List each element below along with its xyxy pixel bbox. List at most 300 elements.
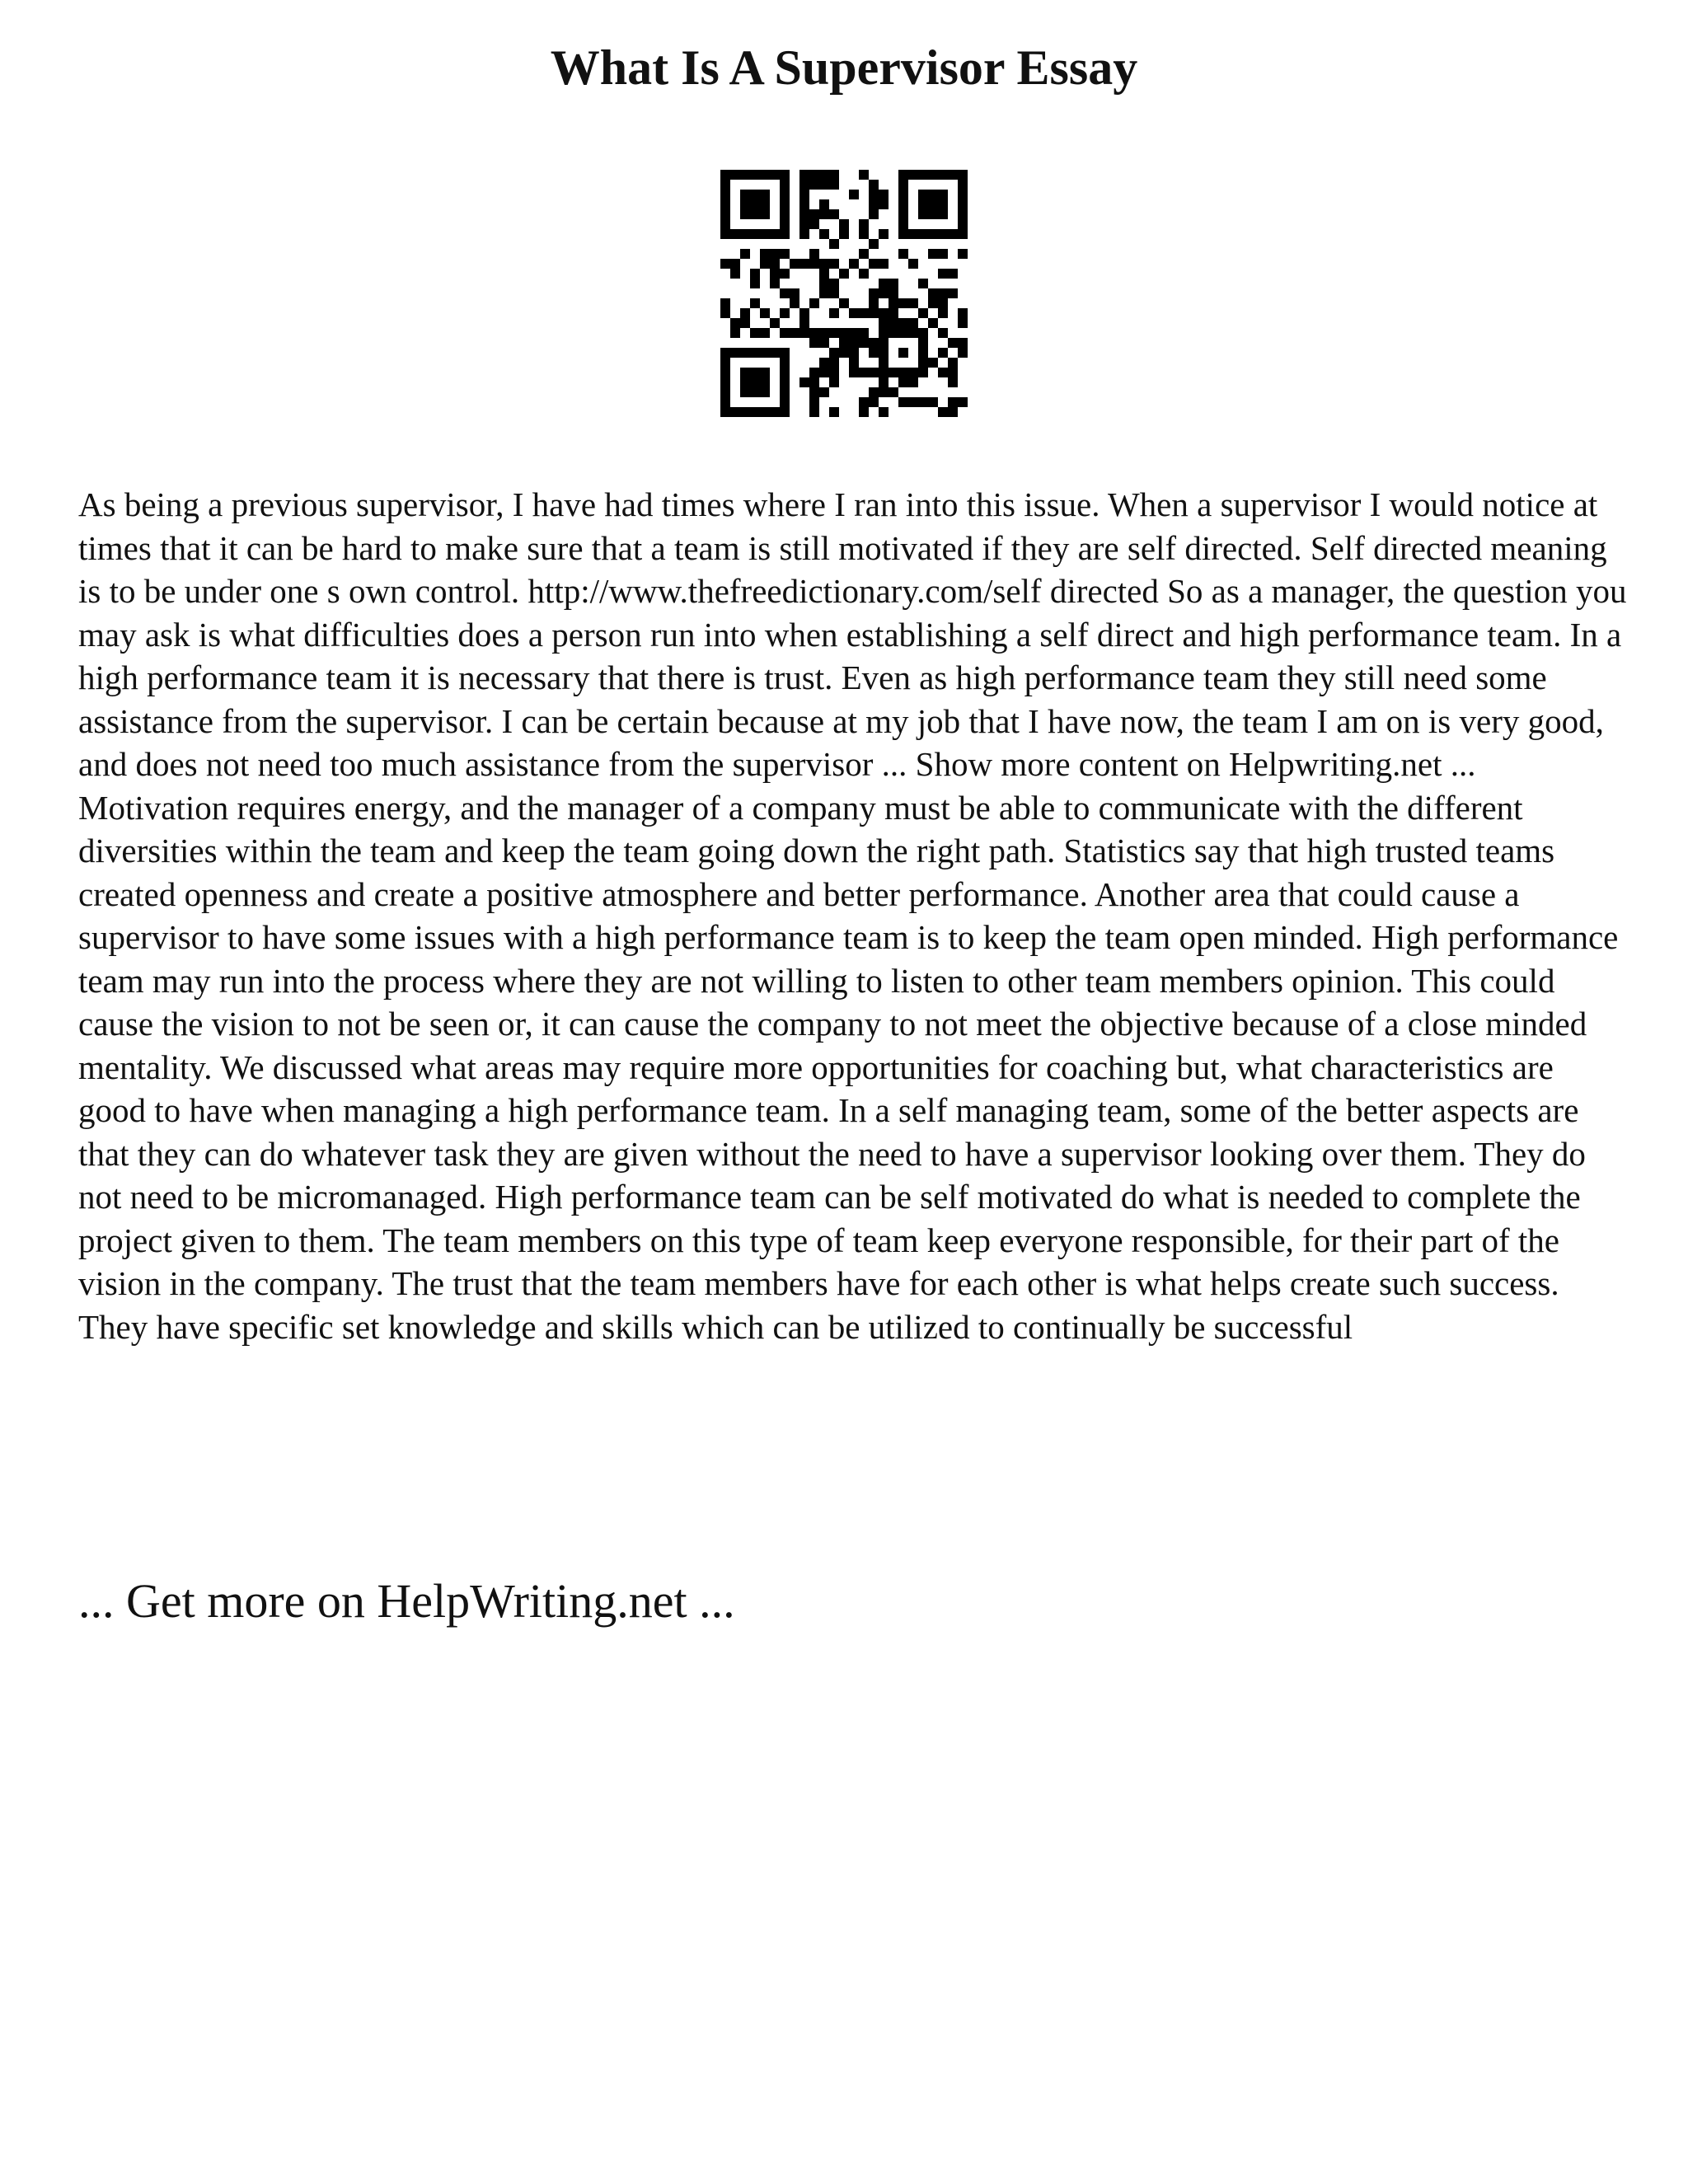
qr-module: [869, 368, 879, 377]
qr-module: [750, 348, 760, 358]
qr-module: [839, 269, 849, 279]
qr-module: [898, 377, 908, 387]
qr-module: [948, 407, 958, 417]
qr-module: [879, 348, 889, 358]
qr-module: [819, 387, 829, 397]
qr-module: [898, 397, 908, 407]
qr-module: [879, 407, 889, 417]
qr-module: [908, 397, 918, 407]
qr-module: [859, 219, 869, 229]
qr-module: [948, 170, 958, 180]
qr-module: [780, 249, 790, 259]
qr-module: [809, 180, 819, 190]
qr-module: [720, 199, 730, 209]
qr-module: [889, 328, 898, 338]
qr-module: [928, 298, 938, 308]
qr-module: [770, 318, 780, 328]
qr-module: [879, 358, 889, 368]
qr-module: [938, 348, 948, 358]
qr-module: [849, 308, 859, 318]
qr-module: [730, 318, 740, 328]
qr-module: [908, 328, 918, 338]
qr-module: [898, 328, 908, 338]
qr-module: [829, 377, 839, 387]
qr-module: [839, 348, 849, 358]
qr-module: [720, 348, 730, 358]
qr-module: [869, 387, 879, 397]
qr-module: [918, 308, 928, 318]
qr-module: [760, 259, 770, 269]
qr-module: [730, 269, 740, 279]
qr-module: [740, 249, 750, 259]
qr-module: [918, 199, 928, 209]
qr-module: [889, 279, 898, 288]
qr-module: [948, 269, 958, 279]
qr-module: [809, 209, 819, 219]
qr-module: [938, 229, 948, 239]
qr-module: [918, 358, 928, 368]
qr-module: [908, 368, 918, 377]
qr-module: [720, 229, 730, 239]
qr-module: [770, 269, 780, 279]
qr-module: [898, 229, 908, 239]
qr-module: [898, 249, 908, 259]
qr-module: [780, 328, 790, 338]
qr-module: [750, 328, 760, 338]
qr-module: [720, 219, 730, 229]
qr-module: [730, 348, 740, 358]
qr-module: [760, 209, 770, 219]
qr-module: [879, 190, 889, 199]
qr-module: [780, 407, 790, 417]
qr-module: [819, 199, 829, 209]
qr-module: [889, 298, 898, 308]
qr-module: [898, 190, 908, 199]
qr-module: [869, 180, 879, 190]
qr-module: [918, 328, 928, 338]
qr-module: [760, 308, 770, 318]
qr-module: [750, 199, 760, 209]
qr-module: [889, 368, 898, 377]
qr-module: [879, 279, 889, 288]
qr-module: [760, 249, 770, 259]
qr-module: [869, 239, 879, 249]
qr-module: [879, 288, 889, 298]
qr-module: [879, 368, 889, 377]
qr-module: [760, 377, 770, 387]
qr-module: [938, 249, 948, 259]
qr-module: [799, 219, 809, 229]
qr-module: [780, 269, 790, 279]
qr-module: [918, 368, 928, 377]
qr-module: [780, 308, 790, 318]
qr-module: [849, 368, 859, 377]
qr-module: [750, 368, 760, 377]
qr-module: [780, 368, 790, 377]
qr-module: [898, 368, 908, 377]
qr-module: [720, 397, 730, 407]
qr-module: [760, 387, 770, 397]
get-more-link[interactable]: ... Get more on HelpWriting.net ...: [78, 1574, 735, 1628]
qr-module: [819, 259, 829, 269]
qr-module: [780, 190, 790, 199]
qr-module: [839, 229, 849, 239]
qr-module: [879, 338, 889, 348]
qr-module: [898, 170, 908, 180]
qr-module: [799, 190, 809, 199]
qr-module: [740, 407, 750, 417]
qr-module: [879, 318, 889, 328]
qr-module: [730, 170, 740, 180]
qr-module: [918, 209, 928, 219]
qr-module: [809, 407, 819, 417]
qr-module: [799, 180, 809, 190]
qr-module: [780, 377, 790, 387]
qr-module: [760, 170, 770, 180]
qr-module: [958, 397, 968, 407]
qr-module: [829, 209, 839, 219]
qr-module: [879, 229, 889, 239]
qr-module: [958, 170, 968, 180]
qr-module: [829, 259, 839, 269]
qr-module: [849, 358, 859, 368]
qr-module: [918, 170, 928, 180]
qr-module: [889, 288, 898, 298]
qr-module: [898, 199, 908, 209]
qr-module: [829, 407, 839, 417]
qr-module: [958, 209, 968, 219]
qr-module: [928, 199, 938, 209]
qr-module: [928, 358, 938, 368]
qr-module: [938, 368, 948, 377]
qr-module: [918, 279, 928, 288]
qr-module: [720, 298, 730, 308]
qr-module: [908, 298, 918, 308]
qr-module: [790, 298, 799, 308]
qr-module: [869, 397, 879, 407]
qr-module: [938, 269, 948, 279]
qr-module: [948, 288, 958, 298]
qr-module: [859, 170, 869, 180]
qr-module: [829, 368, 839, 377]
qr-module: [869, 308, 879, 318]
qr-module: [938, 308, 948, 318]
essay-paragraph-2: Motivation requires energy, and the manager of a company must be able to communicate with the different diversities within the team and keep the team going down the right path. Statistics say that high trusted teams created openness and create a positive atmosphere and better performance. Another area that could cause a supervisor to have some issues with a high performance team is to keep the team open minded. High performance team may run into the process where they are not willing to listen to other team members opinion. This could cause the vision to not be seen or, it can cause the company to not meet the objective because of a close minded mentality. We discussed what areas may require more opportunities for coaching but, what characteristics are good to have when managing a high performance team. In a self managing team, some of the better aspects are that they can do whatever task they are given without the need to have a supervisor looking over them. They do not need to be micromanaged. High performance team can be self motivated do what is needed to complete the project given to them. The team members on this type of team keep everyone responsible, for their part of the vision in the company. The trust that the team members have for each other is what helps create such success. They have specific set knowledge and skills which can be utilized to continually be successful: [78, 788, 1619, 1346]
qr-module: [770, 407, 780, 417]
qr-module: [799, 328, 809, 338]
qr-module: [898, 209, 908, 219]
qr-module: [740, 199, 750, 209]
qr-module: [839, 328, 849, 338]
qr-module: [770, 279, 780, 288]
qr-module: [819, 279, 829, 288]
qr-module: [908, 229, 918, 239]
qr-module: [780, 348, 790, 358]
qr-module: [928, 229, 938, 239]
qr-module: [819, 368, 829, 377]
qr-module: [829, 328, 839, 338]
qr-module: [780, 387, 790, 397]
qr-module: [750, 298, 760, 308]
qr-module: [938, 190, 948, 199]
qr-module: [809, 170, 819, 180]
qr-module: [849, 190, 859, 199]
qr-module: [829, 288, 839, 298]
qr-module: [819, 170, 829, 180]
qr-module: [898, 318, 908, 328]
qr-module: [908, 377, 918, 387]
qr-module: [809, 387, 819, 397]
qr-module: [799, 308, 809, 318]
qr-module: [720, 407, 730, 417]
qr-module: [908, 318, 918, 328]
qr-module: [918, 348, 928, 358]
qr-module: [760, 328, 770, 338]
qr-module: [928, 318, 938, 328]
qr-module: [928, 170, 938, 180]
qr-module: [859, 368, 869, 377]
qr-module: [780, 397, 790, 407]
qr-module: [908, 259, 918, 269]
qr-module: [819, 328, 829, 338]
qr-module: [750, 229, 760, 239]
qr-module: [849, 259, 859, 269]
qr-module: [948, 377, 958, 387]
qr-module: [740, 229, 750, 239]
qr-module: [819, 229, 829, 239]
qr-module: [918, 190, 928, 199]
qr-module: [928, 190, 938, 199]
qr-module: [760, 199, 770, 209]
qr-module: [948, 358, 958, 368]
qr-module: [720, 308, 730, 318]
qr-module: [849, 338, 859, 348]
qr-module: [760, 190, 770, 199]
qr-module: [859, 407, 869, 417]
qr-module: [809, 397, 819, 407]
qr-module: [819, 288, 829, 298]
qr-module: [938, 407, 948, 417]
qr-module: [799, 318, 809, 328]
qr-module: [839, 298, 849, 308]
qr-module: [780, 229, 790, 239]
qr-module: [958, 180, 968, 190]
qr-module: [740, 377, 750, 387]
qr-module: [918, 397, 928, 407]
qr-module: [938, 209, 948, 219]
qr-module: [740, 318, 750, 328]
qr-module: [780, 219, 790, 229]
qr-module: [780, 288, 790, 298]
qr-module: [879, 377, 889, 387]
qr-module: [928, 249, 938, 259]
qr-module: [958, 348, 968, 358]
qr-module: [869, 348, 879, 358]
qr-module: [829, 239, 839, 249]
qr-module: [809, 328, 819, 338]
qr-module: [819, 338, 829, 348]
qr-module: [928, 209, 938, 219]
qr-module: [770, 170, 780, 180]
qr-module: [928, 288, 938, 298]
qr-module: [780, 199, 790, 209]
qr-module: [819, 358, 829, 368]
qr-module: [770, 259, 780, 269]
qr-module: [809, 377, 819, 387]
qr-module: [898, 180, 908, 190]
qr-module: [790, 328, 799, 338]
qr-module: [809, 338, 819, 348]
qr-module: [938, 298, 948, 308]
qr-module: [750, 269, 760, 279]
qr-module: [720, 190, 730, 199]
qr-module: [720, 259, 730, 269]
qr-module: [958, 318, 968, 328]
qr-module: [869, 209, 879, 219]
essay-paragraph-1: As being a previous supervisor, I have had times where I ran into this issue. When a supervisor I would notice at times that it can be hard to make sure that a team is still motivated if they are self directed. Self directed meaning is to be under one s own control. http://www.thefreedictionary.com/self directed So as a manager, the question you may ask is what difficulties does a person run into when establishing a self direct and high performance team. In a high performance team it is necessary that there is trust. Even as high performance team they still need some assistance from the supervisor. I can be certain because at my job that I have now, the team I am on is very good, and does not need too much assistance from the supervisor ... Show more content on Helpwriting.net ...: [78, 485, 1627, 783]
qr-module: [869, 288, 879, 298]
qr-module: [730, 259, 740, 269]
qr-module: [879, 387, 889, 397]
qr-module: [879, 308, 889, 318]
qr-module: [869, 190, 879, 199]
qr-module: [819, 269, 829, 279]
qr-module: [819, 180, 829, 190]
qr-module: [750, 209, 760, 219]
qr-module: [948, 229, 958, 239]
qr-module: [819, 209, 829, 219]
qr-module: [859, 397, 869, 407]
qr-module: [879, 328, 889, 338]
qr-module: [750, 407, 760, 417]
qr-module: [839, 338, 849, 348]
qr-module: [799, 259, 809, 269]
qr-module: [898, 348, 908, 358]
qr-module: [740, 190, 750, 199]
qr-module: [829, 279, 839, 288]
qr-module: [829, 170, 839, 180]
essay-body: [78, 483, 1628, 1348]
qr-module: [790, 288, 799, 298]
qr-module: [730, 328, 740, 338]
qr-module: [770, 249, 780, 259]
qr-module: [859, 328, 869, 338]
qr-module: [948, 397, 958, 407]
qr-module: [859, 308, 869, 318]
qr-module: [780, 358, 790, 368]
qr-module: [799, 170, 809, 180]
qr-module: [928, 397, 938, 407]
qr-module: [869, 259, 879, 269]
qr-module: [750, 377, 760, 387]
qr-module: [799, 377, 809, 387]
qr-module: [750, 387, 760, 397]
qr-module: [829, 348, 839, 358]
qr-module: [958, 229, 968, 239]
qr-module: [770, 348, 780, 358]
qr-module: [958, 219, 968, 229]
qr-module: [898, 298, 908, 308]
qr-module: [720, 368, 730, 377]
qr-module: [720, 209, 730, 219]
qr-module: [770, 229, 780, 239]
qr-module: [958, 338, 968, 348]
qr-module: [809, 259, 819, 269]
qr-code-icon: [720, 170, 968, 417]
qr-module: [790, 259, 799, 269]
qr-module: [740, 209, 750, 219]
qr-module: [859, 338, 869, 348]
qr-module: [829, 308, 839, 318]
qr-module: [958, 190, 968, 199]
qr-module: [898, 219, 908, 229]
qr-module: [720, 387, 730, 397]
qr-module: [760, 229, 770, 239]
qr-module: [829, 180, 839, 190]
qr-module: [879, 259, 889, 269]
qr-module: [780, 209, 790, 219]
qr-module: [859, 229, 869, 239]
qr-module: [740, 348, 750, 358]
qr-module: [948, 338, 958, 348]
qr-module: [780, 170, 790, 180]
qr-module: [918, 229, 928, 239]
qr-module: [948, 368, 958, 377]
qr-module: [740, 170, 750, 180]
qr-module: [780, 180, 790, 190]
qr-module: [809, 249, 819, 259]
qr-module: [750, 279, 760, 288]
qr-module: [859, 269, 869, 279]
qr-module: [829, 358, 839, 368]
qr-module: [720, 180, 730, 190]
qr-module: [730, 407, 740, 417]
qr-module: [938, 328, 948, 338]
qr-module: [839, 219, 849, 229]
qr-module: [720, 358, 730, 368]
qr-module: [720, 377, 730, 387]
qr-module: [869, 338, 879, 348]
qr-module: [740, 387, 750, 397]
qr-module: [908, 170, 918, 180]
qr-module: [720, 170, 730, 180]
qr-module: [760, 368, 770, 377]
qr-module: [958, 199, 968, 209]
qr-module: [938, 170, 948, 180]
qr-module: [958, 308, 968, 318]
qr-module: [750, 170, 760, 180]
qr-module: [750, 190, 760, 199]
qr-module: [869, 298, 879, 308]
qr-module: [889, 318, 898, 328]
qr-module: [760, 348, 770, 358]
qr-module: [849, 328, 859, 338]
qr-module: [938, 288, 948, 298]
qr-module: [760, 407, 770, 417]
qr-module: [740, 368, 750, 377]
qr-module: [809, 298, 819, 308]
qr-module: [869, 199, 879, 209]
qr-module: [730, 229, 740, 239]
qr-module: [889, 387, 898, 397]
qr-module: [799, 209, 809, 219]
qr-module: [958, 249, 968, 259]
qr-module: [809, 219, 819, 229]
qr-module: [889, 308, 898, 318]
qr-module: [799, 199, 809, 209]
qr-module: [849, 348, 859, 358]
qr-module: [809, 368, 819, 377]
